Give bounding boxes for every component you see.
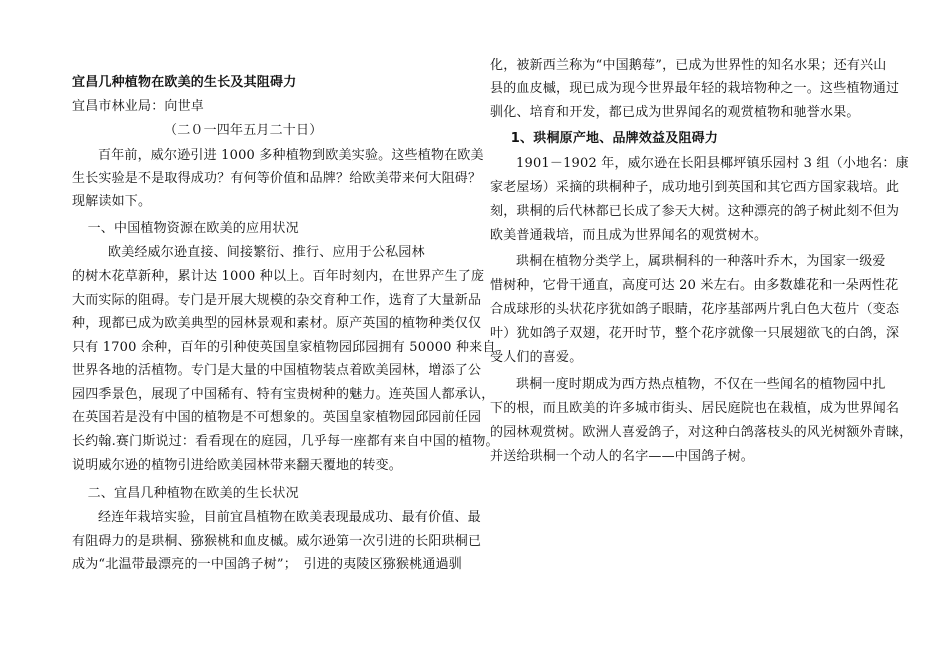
section3-p3-line-2: 下的根，而且欧美的许多城市街头、居民庭院也在栽植，成为世界闻名	[490, 401, 900, 416]
author-line: 宜昌市林业局：向世卓	[72, 99, 205, 114]
section1-line-7: 园四季景色，展现了中国稀有、特有宝贵树种的魅力。连英国人都承认，	[72, 387, 495, 402]
section3-p1-line-2: 家老屋场）采摘的珙桐种子，成功地引到英国和其它西方国家栽培。此	[490, 180, 900, 195]
section3-heading: 1、珙桐原产地、品牌效益及阻碍力	[510, 131, 719, 146]
section3-p1-line-4: 欧美普通栽培，而且成为世界闻名的观赏树木。	[490, 228, 768, 243]
section2-line-1: 经连年栽培实验，目前宜昌植物在欧美表现最成功、最有价值、最	[98, 510, 481, 525]
section3-p1-line-1: 1901－1902 年，威尔逊在长阳县椰坪镇乐园村 3 组（小地名：康	[516, 156, 909, 171]
document-title: 宜昌几种植物在欧美的生长及其阻碍力	[72, 75, 297, 90]
section2-line-6: 驯化、培育和开发，都已成为世界闻名的观赏植物和驰誉水果。	[490, 105, 860, 120]
date-line: （二０一四年五月二十日）	[164, 123, 323, 138]
section1-line-9: 长约翰.赛门斯说过：看看现在的庭园，几乎每一座都有来自中国的植物。	[72, 434, 499, 449]
section1-heading: 一、中国植物资源在欧美的应用状况	[87, 221, 299, 236]
section1-line-5: 只有 1700 余种，百年的引种使英国皇家植物园邱园拥有 50000 种来自	[72, 340, 496, 355]
section3-p2-line-4: 叶）犹如鸽子双翅，花开时节，整个花序就像一只展翅欲飞的白鸽，深	[490, 326, 900, 341]
section3-p3-line-1: 珙桐一度时期成为西方热点植物，不仅在一些闻名的植物园中扎	[516, 377, 886, 392]
section3-p1-line-3: 刻，珙桐的后代林都已长成了参天大树。这种漂亮的鸽子树此刻不但为	[490, 204, 900, 219]
section3-p2-line-3: 合成球形的头状花序犹如鸽子眼睛，花序基部两片乳白色大苞片（变态	[490, 302, 900, 317]
section1-line-6: 世界各地的活植物。专门是大量的中国植物装点着欧美园林，增添了公	[72, 363, 482, 378]
section2-line-2: 有阻碍力的是珙桐、猕猴桃和血皮槭。威尔逊第一次引进的长阳珙桐已	[72, 534, 482, 549]
section1-line-1: 欧美经威尔逊直接、间接繁衍、推行、应用于公私园林	[108, 245, 425, 260]
section2-line-4: 化，被新西兰称为“中国鹅莓”，已成为世界性的知名水果；还有兴山	[490, 58, 887, 73]
section3-p3-line-4: 并送给珙桐一个动人的名字——中国鸽子树。	[490, 449, 755, 464]
section1-line-3: 大而实际的阻碍。专门是开展大规模的杂交育种工作，选育了大量新品	[72, 293, 482, 308]
section1-line-8: 在英国若是没有中国的植物是不可想象的。英国皇家植物园邱园前任园	[72, 410, 482, 425]
section1-line-4: 种，现都已成为欧美典型的园林景观和素材。原产英国的植物种类仅仅	[72, 316, 482, 331]
section3-p2-line-1: 珙桐在植物分类学上，属珙桐科的一种落叶乔木，为国家一级爱	[516, 254, 886, 269]
section2-line-3: 成为“北温带最漂亮的一中国鸽子树”； 引进的夷陵区猕猴桃通過驯	[72, 557, 462, 572]
section3-p3-line-3: 的园林观赏树。欧洲人喜爱鸽子，对这种白鸽落枝头的风光树额外青睐，	[490, 425, 913, 440]
section1-line-2: 的树木花草新种，累计达 1000 种以上。百年时刻内，在世界产生了庞	[72, 269, 485, 284]
section1-line-10: 说明威尔逊的植物引进给欧美园林带来翻天覆地的转变。	[72, 458, 403, 473]
section3-p2-line-2: 惜树种，它骨干通直，高度可达 20 米左右。由多数雄花和一朵两性花	[490, 278, 899, 293]
intro-line-1: 百年前，威尔逊引进 1000 多种植物到欧美实验。这些植物在欧美	[98, 148, 484, 163]
intro-line-3: 现解读如下。	[72, 194, 152, 209]
section3-p2-line-5: 受人们的喜爱。	[490, 350, 583, 365]
section2-heading: 二、宜昌几种植物在欧美的生长状况	[87, 486, 299, 501]
section2-line-5: 县的血皮槭，现已成为现今世界最年轻的栽培物种之一。这些植物通过	[490, 81, 900, 96]
intro-line-2: 生长实验是不是取得成功？有何等价值和品牌？给欧美带来何大阻碍？	[72, 171, 482, 186]
